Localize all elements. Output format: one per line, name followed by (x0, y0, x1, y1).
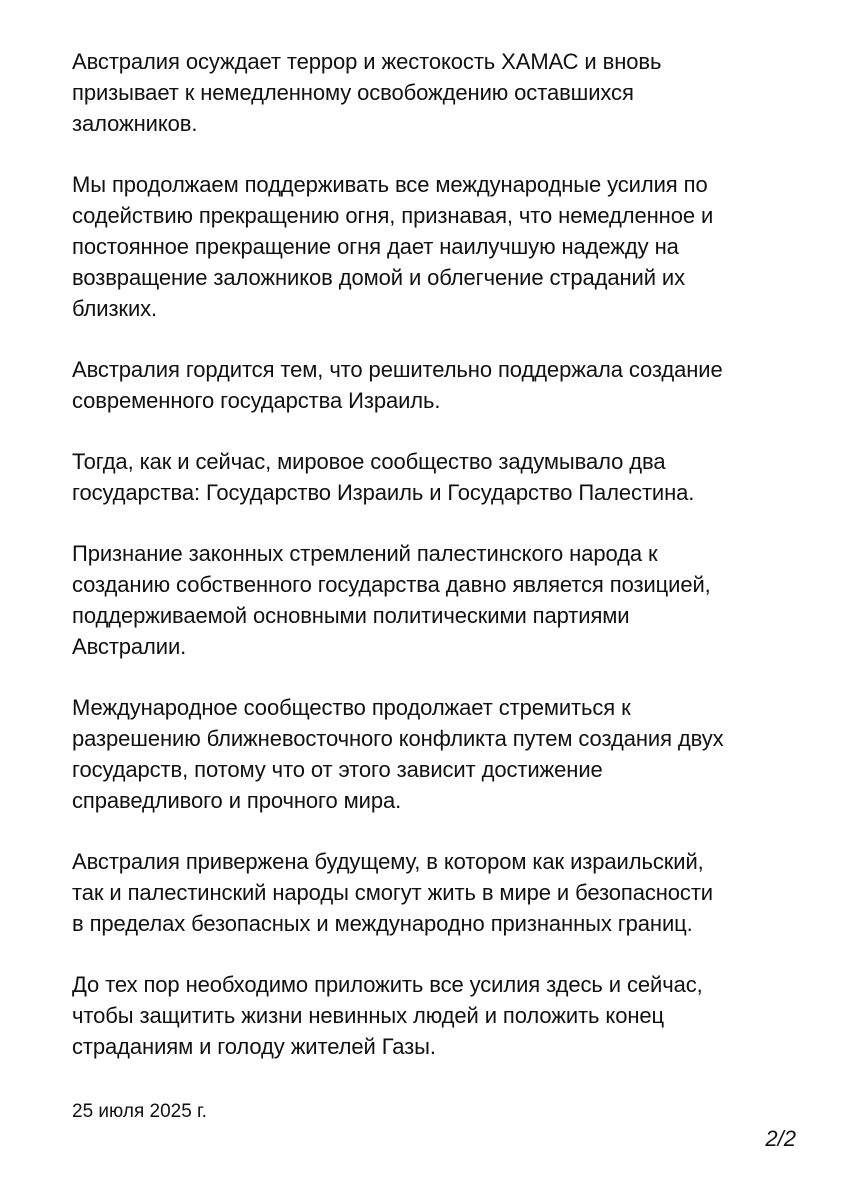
paragraph-line: государств, потому что от этого зависит достижение (72, 757, 603, 782)
paragraph-line: заложников. (72, 111, 198, 136)
paragraph-line: поддерживаемой основными политическими партиями (72, 603, 630, 628)
paragraph-4 (72, 446, 772, 508)
paragraph-3 (72, 354, 772, 416)
paragraph-line: так и палестинский народы смогут жить в мире и безопасности (72, 880, 713, 905)
paragraph-5 (72, 538, 772, 662)
paragraph-line: Австралия привержена будущему, в котором как израильский, (72, 849, 704, 874)
paragraph-line: Международное сообщество продолжает стремиться к (72, 695, 631, 720)
paragraph-line: Тогда, как и сейчас, мировое сообщество задумывало два (72, 449, 666, 474)
paragraph-line: разрешению ближневосточного конфликта путем создания двух (72, 726, 724, 751)
paragraph-line: До тех пор необходимо приложить все усилия здесь и сейчас, (72, 972, 703, 997)
paragraph-line: современного государства Израиль. (72, 388, 441, 413)
paragraph-line: Австралия осуждает террор и жестокость ХАМАС и вновь (72, 49, 662, 74)
paragraph-line: постоянное прекращение огня дает наилучшую надежду на (72, 234, 679, 259)
paragraph-7 (72, 846, 772, 939)
paragraph-line: справедливого и прочного мира. (72, 788, 402, 813)
page-number: 2/2 (765, 1126, 796, 1151)
paragraph-line: Признание законных стремлений палестинского народа к (72, 541, 658, 566)
paragraph-line: чтобы защитить жизни невинных людей и положить конец (72, 1003, 665, 1028)
paragraph-line: близких. (72, 296, 158, 321)
paragraph-line: возвращение заложников домой и облегчение страданий их (72, 265, 686, 290)
paragraph-6 (72, 692, 772, 816)
document-date: 25 июля 2025 г. (72, 1101, 207, 1122)
paragraph-line: содействию прекращению огня, признавая, что немедленное и (72, 203, 714, 228)
paragraph-2 (72, 169, 772, 324)
paragraph-line: государства: Государство Израиль и Государство Палестина. (72, 480, 695, 505)
paragraph-line: Австралии. (72, 634, 187, 659)
paragraph-line: Австралия гордится тем, что решительно поддержала создание (72, 357, 723, 382)
paragraph-line: Мы продолжаем поддерживать все международные усилия по (72, 172, 708, 197)
document-body (72, 46, 772, 1092)
paragraph-line: созданию собственного государства давно является позицией, (72, 572, 711, 597)
paragraph-line: призывает к немедленному освобождению оставшихся (72, 80, 634, 105)
paragraph-line: в пределах безопасных и международно признанных границ. (72, 911, 693, 936)
paragraph-8 (72, 969, 772, 1062)
paragraph-line: страданиям и голоду жителей Газы. (72, 1034, 436, 1059)
paragraph-1 (72, 46, 772, 139)
